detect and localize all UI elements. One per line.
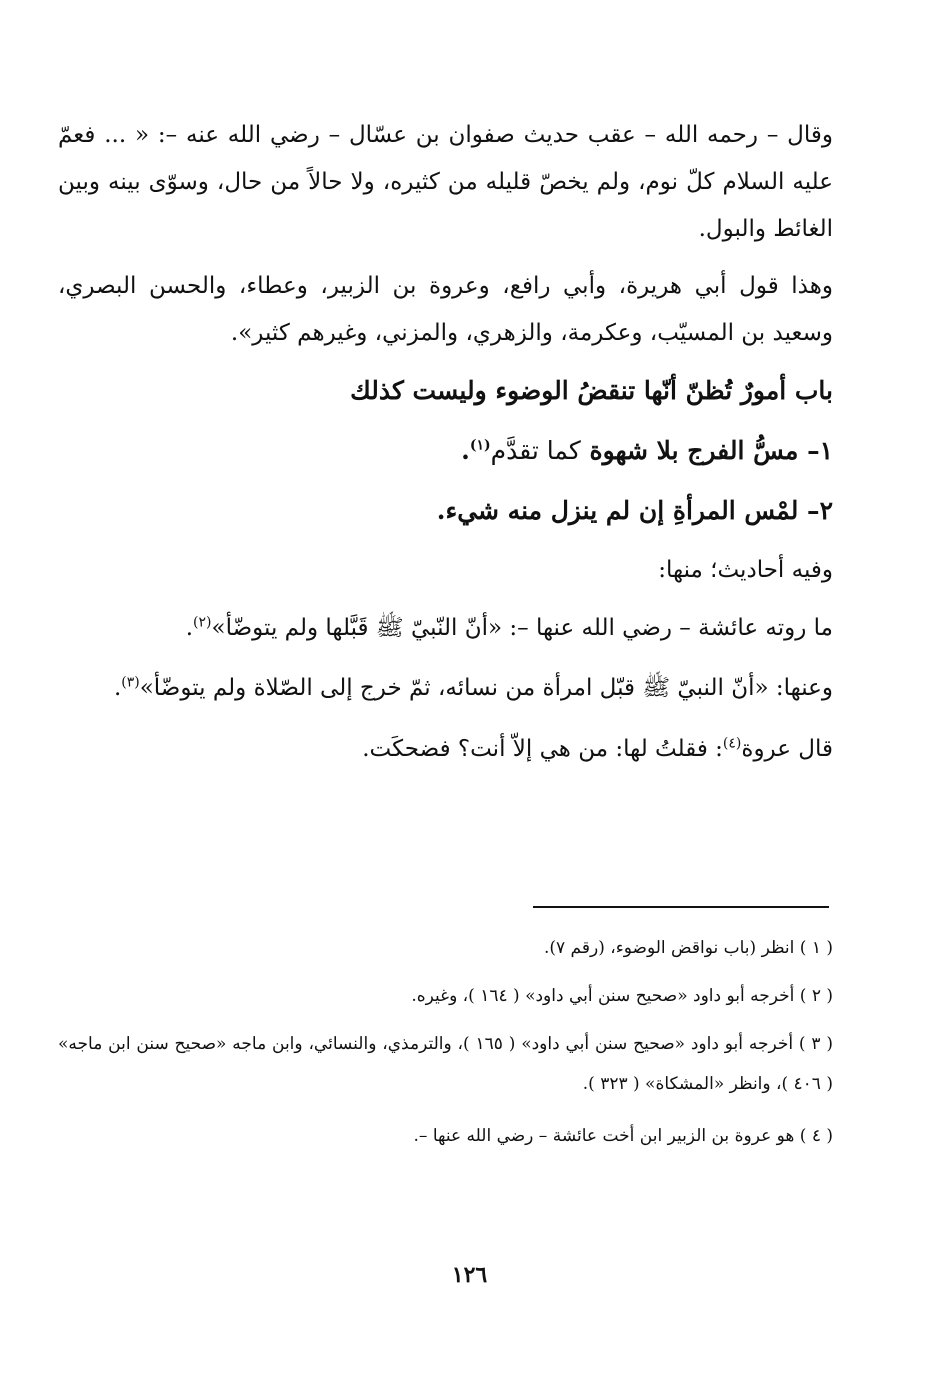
- footnote-separator: [533, 906, 829, 908]
- aisha-hadith-2-end: .: [113, 675, 122, 701]
- footnote-ref-3: (٣): [121, 674, 140, 691]
- paragraph-quote-hadith-safwan: وقال – رحمه الله – عقب حديث صفوان بن عسّال – رضي الله عنه –: « ... فعمّ عليه السلام كلّ نوم، ولم يخصّ قليله من كثيره، ولا حالاً من حال، وسوّى بينه وبين الغائط والبول.: [58, 122, 833, 242]
- footnote-2: ( ٢ ) أخرجه أبو داود «صحيح سنن أبي داود» ( ١٦٤ )، وغيره.: [411, 986, 833, 1006]
- main-text: [58, 112, 833, 778]
- paragraph-aisha-hadith-2: [58, 665, 833, 712]
- footnote-3: ( ٣ ) أخرجه أبو داود «صحيح سنن أبي داود» ( ١٦٥ )، والترمذي، والنسائي، وابن ماجه «صحيح سنن ابن ماجه» ( ٤٠٦ )، وانظر «المشكاة» ( ٣٢٣ ).: [58, 1034, 833, 1094]
- footnote-ref-2: (٢): [193, 614, 212, 631]
- paragraph-aisha-hadith-1: [58, 599, 833, 657]
- paragraph-urwa: [58, 720, 833, 778]
- page-number: ١٢٦: [451, 1262, 488, 1288]
- footnote-1: ( ١ ) انظر (باب نواقض الوضوء، (رقم ٧).: [543, 938, 833, 958]
- urwa-rest: : فقلتُ لها: من هي إلاّ أنت؟ فضحكَت.: [362, 736, 723, 762]
- list-item-1-bold: ١– مسُّ الفرج بلا شهوة: [589, 436, 833, 465]
- list-item-1-plain: كما تقدَّم: [490, 436, 581, 465]
- aisha-hadith-1-end: .: [185, 615, 194, 641]
- list-item-1: [58, 421, 833, 481]
- list-item-2: ٢– لمْس المرأةِ إن لم ينزل منه شيء.: [436, 496, 833, 525]
- aisha-hadith-2-text: وعنها: «أنّ النبيّ ﷺ قبّل امرأة من نسائه، ثمّ خرج إلى الصّلاة ولم يتوضّأ»: [139, 675, 833, 701]
- footnotes: [58, 928, 833, 1168]
- footnote-4: ( ٤ ) هو عروة بن الزبير ابن أخت عائشة – رضي الله عنها –.: [413, 1126, 833, 1146]
- section-heading: باب أمورٌ تُظنّ أنّها تنقضُ الوضوء وليست كذلك: [350, 376, 833, 405]
- footnote-ref-4: (٤): [722, 735, 742, 752]
- aisha-hadith-1-text: ما روته عائشة – رضي الله عنها –: «أنّ النّبيّ ﷺ قَبَّلها ولم يتوضّأ»: [211, 615, 833, 641]
- urwa-start: قال عروة: [741, 736, 833, 762]
- paragraph-scholars-opinion: وهذا قول أبي هريرة، وأبي رافع، وعروة بن الزبير، وعطاء، والحسن البصري، وسعيد بن المسيّب، وعكرمة، والزهري، والمزني، وغيرهم كثير».: [58, 273, 833, 346]
- list-item-1-end: .: [461, 436, 470, 465]
- footnote-ref-1: (١): [469, 437, 491, 454]
- paragraph-hadiths-intro: وفيه أحاديث؛ منها:: [658, 557, 833, 583]
